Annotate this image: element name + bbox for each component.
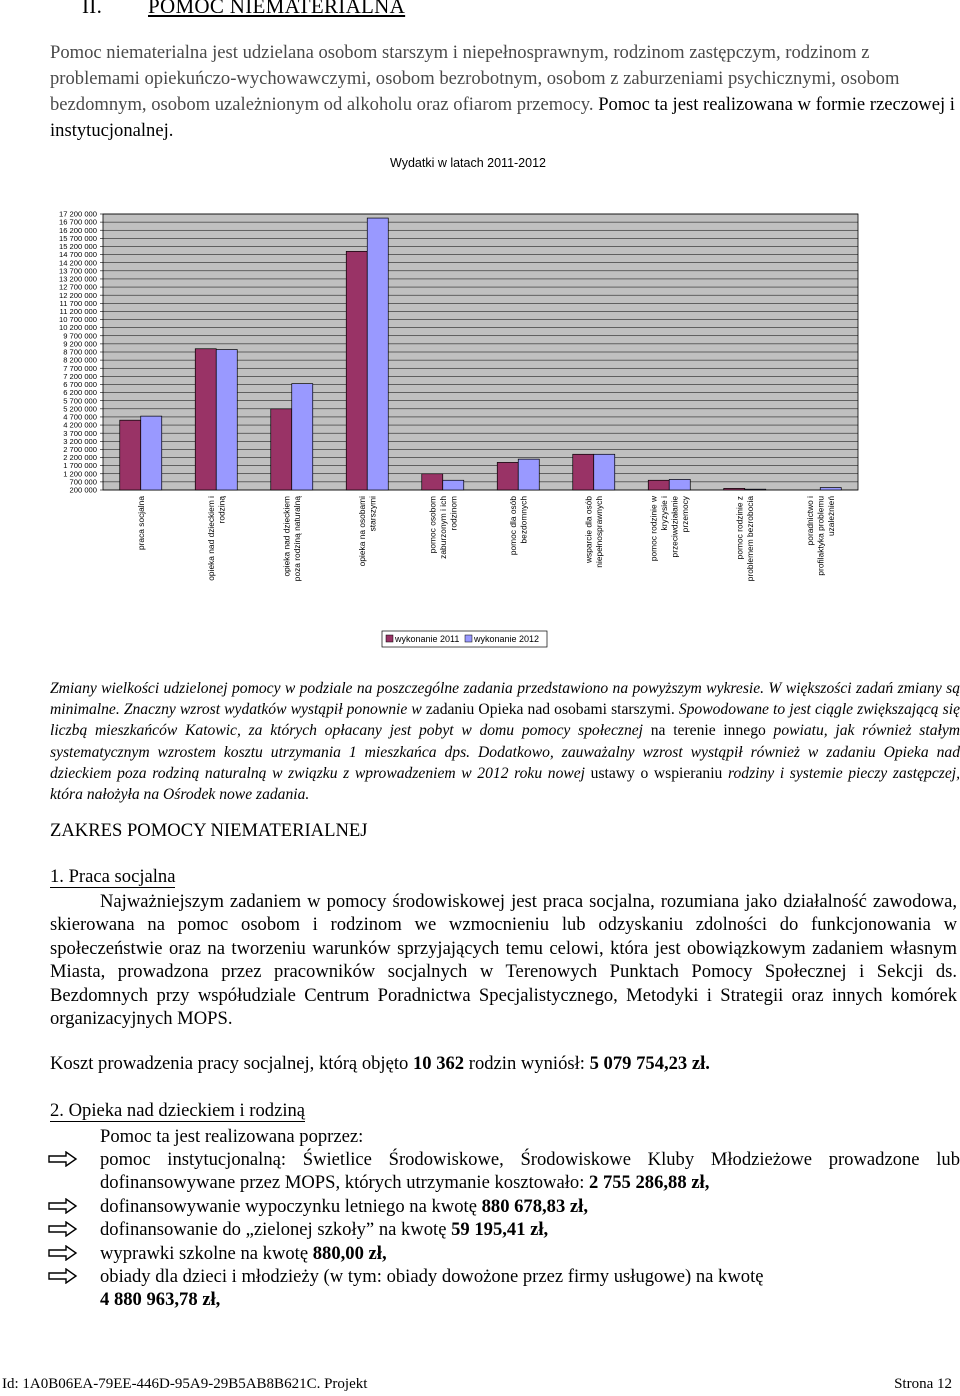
- y-tick-label: 1 200 000: [63, 469, 97, 479]
- families-count: 10 362: [412, 1053, 465, 1074]
- x-category-line: przeciwdziałanie: [669, 496, 680, 558]
- legend-swatch: [386, 635, 393, 642]
- y-tick-label: 16 700 000: [58, 217, 97, 227]
- y-tick-label: 11 200 000: [59, 307, 97, 317]
- x-category-line: poradnictwo i: [804, 496, 815, 546]
- y-tick-label: 15 200 000: [58, 242, 97, 252]
- x-category-line: rodzinom: [448, 496, 459, 531]
- subsection-1-title: 1. Praca socjalna: [50, 866, 176, 887]
- arrow-right-outline-icon: [48, 1245, 78, 1261]
- list-item: dofinansowanie do „zielonej szkoły” na kwotę 59 195,41 zł,: [48, 1218, 960, 1241]
- bar-2012: [745, 489, 766, 490]
- y-tick-label: 12 700 000: [58, 282, 97, 292]
- x-category-line: problemem bezrobocia: [745, 496, 755, 582]
- y-tick-label: 11 700 000: [59, 298, 97, 308]
- subsection-2-intro: Pomoc ta jest realizowana poprzez:: [100, 1126, 364, 1147]
- heading-title: POMOC NIEMATERIALNA: [148, 0, 406, 18]
- arrow-right-outline-icon: [48, 1268, 78, 1284]
- x-category-line: wsparcie dla osób: [583, 496, 594, 564]
- section-heading: [82, 0, 405, 19]
- subsection-2-title: 2. Opieka nad dzieckiem i rodziną: [50, 1100, 306, 1121]
- intro-paragraph: [50, 40, 960, 144]
- bar-2011: [422, 474, 443, 490]
- y-tick-label: 2 200 000: [63, 453, 97, 463]
- y-tick-label: 2 700 000: [63, 445, 97, 455]
- x-category-line: uzależnień: [825, 496, 836, 537]
- intro-text-2: Pomoc ta jest realizowana w formie rzeczowej i instytucjonalnej.: [50, 94, 955, 141]
- social-work-cost: Koszt prowadzenia pracy socjalnej, którą objęto 10 362 rodzin wyniósł: 5 079 754,23 zł.: [50, 1053, 710, 1074]
- note-text-2b: na terenie innego: [650, 722, 766, 740]
- bar-2011: [195, 349, 216, 490]
- note-text-1: Zmiany wielkości udzielonej pomocy w podziale na poszczególne zadania przedstawiono na powyższym wykresie. W większości zadań zmiany są minimalne. Znaczny wzrost wydatków wystąpił ponownie w: [50, 680, 960, 719]
- x-category-line: pomoc rodzinie w: [648, 496, 659, 562]
- x-category-line: poza rodziną naturalną: [292, 496, 302, 582]
- cost-value: 5 079 754,23 zł.: [589, 1053, 710, 1074]
- assistance-list: [48, 1148, 960, 1312]
- x-category-label: [427, 496, 458, 559]
- x-category-label: [805, 496, 836, 576]
- x-category-line: zaburzonym i ich: [437, 496, 448, 559]
- intro-text-1: Pomoc niematerialna jest udzielana osobom starszym i niepełnosprawnym, rodzinom zastępczym, rodzinom z problemami opiekuńczo-wychowawczymi, osobom bezrobotnym, osobom z zaburzeniami psychicznymi, osobom bezdomnym, osobom uzależnionym od alkoholu oraz ofiarom przemocy.: [50, 42, 900, 115]
- y-tick-label: 9 200 000: [63, 339, 97, 349]
- y-tick-label: 16 200 000: [58, 225, 97, 235]
- y-tick-label: 12 200 000: [58, 290, 97, 300]
- y-tick-label: 4 700 000: [63, 412, 97, 422]
- heading-number: II.: [82, 0, 103, 18]
- page-number: Strona 12: [894, 1376, 952, 1392]
- y-tick-label: 7 200 000: [63, 371, 97, 381]
- bar-2011: [573, 454, 594, 490]
- document-id: Id: 1A0B06EA-79EE-446D-95A9-29B5AB8B621C. Projekt: [2, 1376, 368, 1392]
- x-category-label: [649, 495, 691, 561]
- y-tick-label: 8 200 000: [63, 355, 97, 365]
- x-category-label: [357, 496, 378, 566]
- x-category-line: niepełnosprawnych: [594, 496, 604, 568]
- bar-2012: [669, 479, 690, 490]
- x-category-label: [584, 496, 605, 568]
- bar-2012: [141, 416, 162, 490]
- legend-swatch: [465, 635, 472, 642]
- y-tick-label: 1 700 000: [63, 461, 97, 471]
- bar-2011: [120, 420, 141, 490]
- y-tick-label: 17 200 000: [58, 209, 97, 219]
- y-tick-label: 14 200 000: [58, 258, 97, 268]
- x-category-line: profilaktyka problemu: [815, 496, 826, 576]
- y-tick-label: 9 700 000: [63, 331, 97, 341]
- y-tick-label: 13 200 000: [58, 274, 97, 284]
- note-text-3: powiatu, jak również stałym systematycznym wzrostem kosztu utrzymania 1 mieszkańca dps. Dodatkowo, zauważalny wzrost wystąpił również w zadaniu Opieka nad dzieckiem poza rodziną naturalną w związku z wprowadzeniem w 2012 roku nowej: [50, 722, 960, 782]
- bar-2011: [724, 488, 745, 490]
- bar-2011: [497, 462, 518, 490]
- note-text-4: rodziny i systemie pieczy zastępczej, która nałożyła na Ośrodek nowe zadania.: [50, 764, 960, 804]
- bar-2011: [648, 480, 669, 490]
- y-tick-label: 200 000: [69, 485, 97, 495]
- bar-2012: [216, 350, 237, 490]
- list-item: wyprawki szkolne na kwotę 880,00 zł,: [48, 1242, 960, 1265]
- chart-commentary: [50, 678, 960, 805]
- note-text-1b: zadaniu Opieka nad osobami starszymi.: [425, 701, 675, 719]
- legend-label: wykonanie 2012: [474, 634, 540, 644]
- list-item: pomoc instytucjonalną: Świetlice Środowiskowe, Środowiskowe Kluby Młodzieżowe prowadzone lub dofinansowywane przez MOPS, których utrzymanie kosztowało: 2 755 286,88 zł,: [48, 1148, 960, 1195]
- bar-2011: [346, 251, 367, 490]
- chart-title: Wydatki w latach 2011-2012: [390, 156, 546, 170]
- arrow-right-outline-icon: [48, 1151, 78, 1167]
- bar-2012: [443, 480, 464, 490]
- bar-2012: [820, 488, 841, 490]
- y-tick-label: 4 200 000: [63, 420, 97, 430]
- y-tick-label: 5 200 000: [63, 404, 97, 414]
- x-category-line: opieka na osobami: [357, 496, 367, 567]
- y-tick-label: 6 700 000: [63, 380, 97, 390]
- x-category-label: [282, 496, 303, 582]
- list-item: obiady dla dzieci i młodzieży (w tym: obiady dowożone przez firmy usługowe) na kwotę 4 880 963,78 zł,: [48, 1265, 960, 1312]
- x-category-line: pomoc osobom: [427, 496, 438, 554]
- bar-2012: [292, 384, 313, 490]
- y-tick-label: 6 200 000: [63, 388, 97, 398]
- y-tick-label: 10 700 000: [58, 315, 97, 325]
- x-category-line: kryzysie i: [659, 496, 669, 531]
- scope-heading: ZAKRES POMOCY NIEMATERIALNEJ: [50, 820, 368, 841]
- social-work-paragraph: Najważniejszym zadaniem w pomocy środowiskowej jest praca socjalna, rozumiana jako działalność zawodowa, skierowana na pomoc osobom i rodzinom we wzmocnieniu lub odzyskaniu zdolności do funkcjonowania w społeczeństwie oraz na tworzeniu warunków sprzyjających temu celowi, która jest obowiązkowym zadaniem własnym Miasta, prowadzona przez pracowników socjalnych w Terenowych Punktach Pomocy Społecznej i Sekcji ds. Bezdomnych przy współudziale Centrum Poradnictwa Specjalistycznego, Metodyki i Strategii oraz innych komórek organizacyjnych MOPS.: [50, 891, 957, 1030]
- y-tick-label: 13 700 000: [58, 266, 97, 276]
- list-item: dofinansowywanie wypoczynku letniego na kwotę 880 678,83 zł,: [48, 1195, 960, 1218]
- x-category-label: [206, 496, 227, 581]
- bar-2012: [367, 218, 388, 490]
- x-category-line: opieka nad dzieckiem: [281, 496, 292, 577]
- bar-2011: [271, 409, 292, 490]
- y-tick-label: 5 700 000: [63, 396, 97, 406]
- y-tick-label: 700 000: [69, 477, 97, 487]
- bar-2012: [518, 459, 539, 490]
- bar-2012: [594, 454, 615, 490]
- x-category-line: przemocy: [680, 496, 690, 533]
- x-category-line: starszymi: [367, 496, 378, 532]
- note-text-3b: ustawy o wspieraniu: [590, 764, 723, 782]
- y-tick-label: 15 700 000: [58, 233, 97, 243]
- x-category-label: [508, 496, 529, 555]
- x-category-line: pomoc rodzinie z: [734, 496, 745, 560]
- x-category-line: praca socjalna: [135, 496, 146, 551]
- x-category-line: opieka nad dzieckiem i: [206, 496, 216, 581]
- y-tick-label: 7 700 000: [63, 363, 97, 373]
- expenses-chart: [0, 150, 960, 650]
- arrow-right-outline-icon: [48, 1221, 78, 1237]
- x-category-label: [735, 496, 756, 582]
- x-category-label: [136, 496, 146, 550]
- x-category-line: bezdomnych: [518, 496, 529, 544]
- legend-label: wykonanie 2011: [395, 634, 460, 644]
- y-tick-label: 14 700 000: [58, 250, 97, 260]
- x-category-line: pomoc dla osób: [508, 496, 518, 556]
- arrow-right-outline-icon: [48, 1198, 78, 1214]
- y-tick-label: 3 700 000: [63, 428, 97, 438]
- x-category-line: rodziną: [216, 496, 227, 524]
- y-tick-label: 3 200 000: [63, 436, 97, 446]
- y-tick-label: 10 200 000: [58, 323, 97, 333]
- note-text-2: Spowodowane to jest ciągle zwiększającą się liczbą mieszkańców Katowic, za których opłacany jest pobyt w domu pomocy społecznej: [50, 701, 960, 740]
- y-tick-label: 8 700 000: [63, 347, 97, 357]
